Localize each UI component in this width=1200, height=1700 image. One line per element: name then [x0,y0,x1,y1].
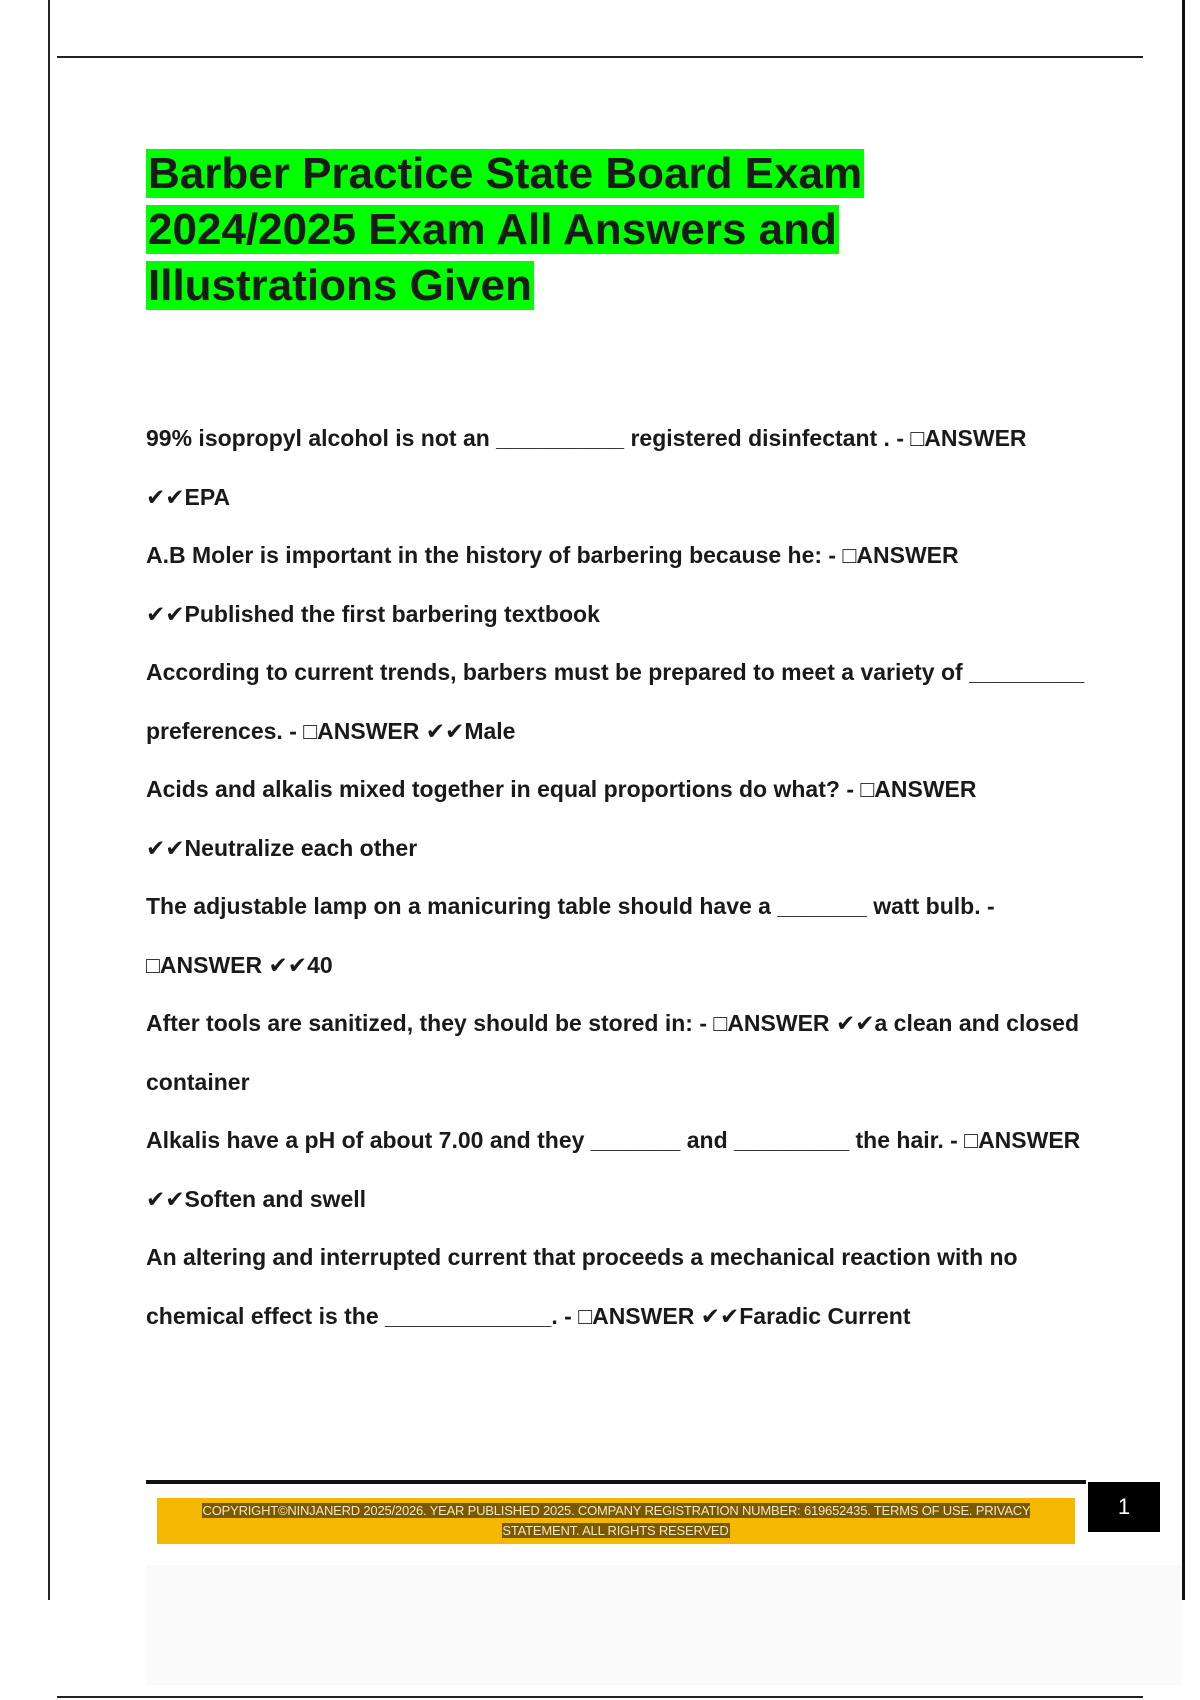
qa-item [146,1111,1096,1228]
qa-item [146,409,1096,526]
document-title [146,146,1046,314]
document-title-text: Barber Practice State Board Exam 2024/2025 Exam All Answers and Illustrations Given [148,149,863,310]
answer-label: □ANSWER [578,1302,695,1329]
question-text: 99% isopropyl alcohol is not an __________ registered disinfectant . [146,425,890,451]
header-rule [57,56,1143,58]
answer-text: Male [464,717,516,744]
answer-label: □ANSWER [964,1127,1081,1153]
answer-text: a clean and closed container [146,1010,1080,1095]
separator: - [692,1010,714,1036]
question-text: Alkalis have a pH of about 7.00 and they _______ and _________ the hair. [146,1127,944,1153]
checkmark-icon: ✔✔ [700,1302,740,1329]
question-text: Acids and alkalis mixed together in equal proportions do what? [146,776,840,802]
qa-item [146,760,1096,877]
checkmark-icon: ✔✔ [146,834,185,861]
answer-text: Faradic Current [739,1302,911,1329]
answer-label: □ANSWER [842,542,959,568]
checkmark-icon: ✔✔ [146,600,185,627]
question-text: A.B Moler is important in the history of barbering because he: [146,542,823,568]
qa-item [146,1228,1096,1345]
separator: - [839,776,861,802]
page-border-left [48,0,50,1600]
answer-label: □ANSWER [146,951,263,978]
page-number: 1 [1088,1482,1160,1532]
answer-label: □ANSWER [713,1010,830,1036]
qa-item [146,994,1096,1111]
answer-text: EPA [184,483,231,510]
answer-label: □ANSWER [910,425,1027,451]
qa-list [146,409,1096,1345]
qa-item [146,643,1096,760]
page-bottom-area [146,1565,1182,1685]
page-border-right [1182,0,1185,1600]
checkmark-icon: ✔✔ [146,483,185,510]
separator: - [889,425,911,451]
answer-text: 40 [307,951,333,978]
answer-label: □ANSWER [860,776,977,802]
answer-text: Neutralize each other [184,834,418,861]
checkmark-icon: ✔✔ [146,1185,185,1212]
bottom-rule [57,1696,1143,1698]
checkmark-icon: ✔✔ [425,717,465,744]
answer-text: Published the first barbering textbook [184,600,600,627]
question-text: An altering and interrupted current that proceeds a mechanical reaction with no chemical effect is the _____________. [146,1244,1018,1329]
footer-copyright-bar [157,1498,1075,1544]
qa-item [146,877,1096,994]
separator: - [282,717,304,744]
question-text: The adjustable lamp on a manicuring table should have a _______ watt bulb. [146,893,981,919]
footer-rule [146,1480,1086,1484]
footer-copyright-text: COPYRIGHT©NINJANERD 2025/2026. YEAR PUBLISHED 2025. COMPANY REGISTRATION NUMBER: 619652435. TERMS OF USE. PRIVACY STATEMENT. ALL RIGHTS RESERVED [202,1503,1031,1538]
checkmark-icon: ✔✔ [268,951,308,978]
answer-label: □ANSWER [303,717,420,744]
separator: - [980,893,995,919]
question-text: After tools are sanitized, they should be stored in: [146,1010,693,1036]
separator: - [822,542,843,568]
qa-item [146,526,1096,643]
answer-text: Soften and swell [184,1185,367,1212]
separator: - [943,1127,965,1153]
question-text: According to current trends, barbers must be prepared to meet a variety of _________ preferences. [146,659,1085,744]
footer-copyright [166,1501,1066,1541]
checkmark-icon: ✔✔ [835,1010,875,1036]
separator: - [557,1302,579,1329]
